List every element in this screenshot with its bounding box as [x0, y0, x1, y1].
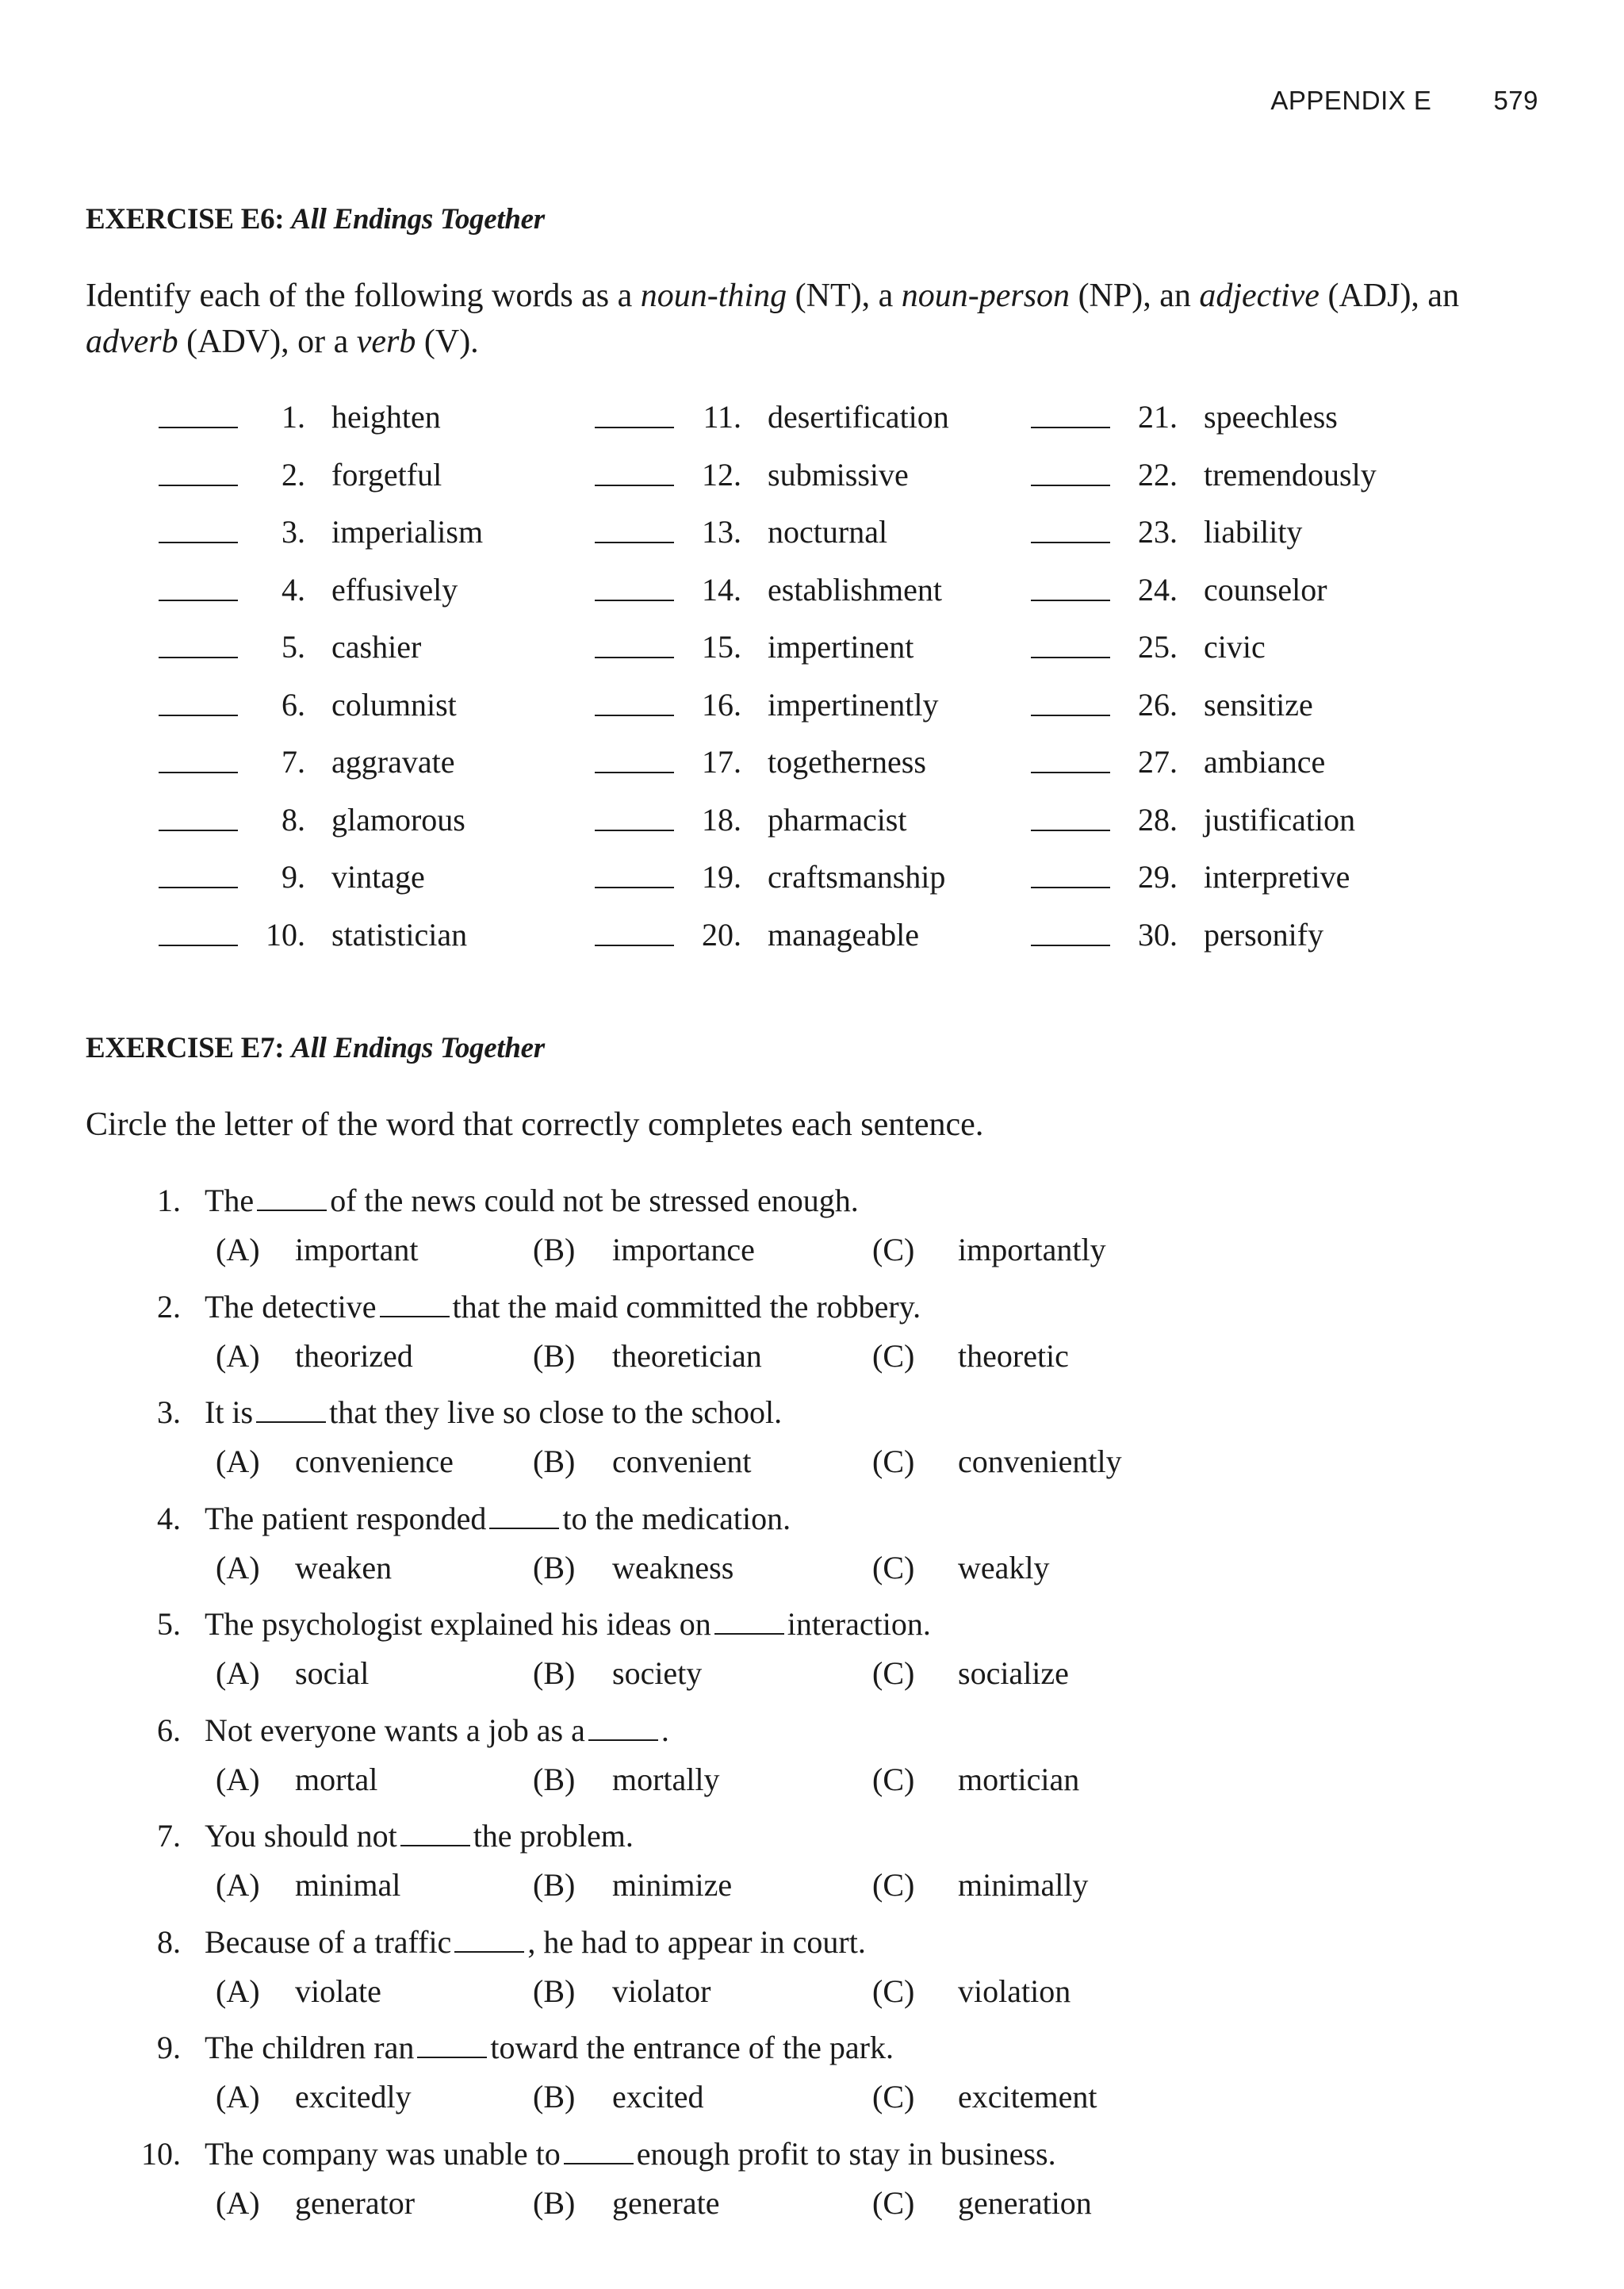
- answer-blank[interactable]: [159, 485, 238, 486]
- item-number: 28.: [1138, 801, 1178, 838]
- word-list-item: [159, 858, 571, 898]
- option-text: violate: [295, 1973, 381, 2009]
- stem-before: The company was unable to: [205, 2135, 561, 2172]
- answer-blank[interactable]: [1031, 485, 1110, 486]
- word-list-item: [1031, 801, 1443, 841]
- exercise-e6-heading: [86, 202, 545, 236]
- item-word: nocturnal: [768, 514, 888, 550]
- option-text: socialize: [958, 1655, 1069, 1691]
- instr-term: noun-thing: [640, 278, 787, 314]
- option-text: minimal: [295, 1867, 401, 1903]
- option-letter[interactable]: (C): [872, 2079, 915, 2115]
- question-stem: [205, 1605, 931, 1643]
- item-number: 7.: [282, 744, 305, 780]
- item-word: pharmacist: [768, 801, 907, 838]
- stem-after: toward the entrance of the park.: [490, 2030, 894, 2065]
- option-letter[interactable]: (C): [872, 1973, 915, 2009]
- sentence-blank[interactable]: [257, 1186, 327, 1211]
- option-text: mortal: [295, 1761, 378, 1797]
- item-number: 17.: [702, 744, 741, 780]
- item-word: aggravate: [331, 744, 455, 780]
- item-word: counselor: [1204, 571, 1327, 608]
- answer-blank[interactable]: [159, 887, 238, 888]
- item-number: 9.: [282, 859, 305, 895]
- stem-after: the problem.: [473, 1818, 634, 1854]
- exercise-e6-subtitle: All Endings Together: [291, 203, 545, 236]
- item-number: 3.: [282, 514, 305, 550]
- question-item: [127, 1817, 1475, 1912]
- question-item: [127, 1182, 1475, 1277]
- stem-after: .: [661, 1712, 669, 1748]
- question-stem: [205, 1500, 791, 1538]
- sentence-blank[interactable]: [714, 1609, 784, 1635]
- word-list-item: [595, 743, 1007, 783]
- item-number: 6.: [282, 686, 305, 723]
- stem-before: The: [205, 1183, 255, 1218]
- instr-text: (V).: [416, 324, 479, 360]
- option-text: society: [612, 1655, 703, 1691]
- exercise-e7-heading: [86, 1031, 545, 1065]
- option-letter[interactable]: (B): [533, 1867, 576, 1903]
- word-list-item: [1031, 743, 1443, 783]
- answer-blank[interactable]: [595, 830, 674, 831]
- option-text: theoretic: [958, 1337, 1069, 1374]
- option-letter[interactable]: (B): [533, 2184, 576, 2221]
- item-number: 5.: [282, 629, 305, 665]
- question-number: 5.: [157, 1606, 181, 1642]
- stem-before: The psychologist explained his ideas on: [205, 1606, 711, 1642]
- option-letter[interactable]: (C): [872, 1444, 915, 1479]
- item-number: 11.: [703, 399, 741, 435]
- option-letter[interactable]: (A): [216, 2184, 260, 2221]
- instr-text: (ADV), or a: [178, 324, 357, 360]
- item-word: columnist: [331, 686, 457, 723]
- option-letter[interactable]: (C): [872, 1337, 915, 1374]
- item-word: liability: [1204, 514, 1303, 550]
- option-letter[interactable]: (C): [872, 1549, 915, 1585]
- answer-blank[interactable]: [595, 542, 674, 543]
- stem-before: Not everyone wants a job as a: [205, 1712, 585, 1748]
- item-number: 2.: [282, 456, 305, 493]
- instr-term: verb: [356, 324, 416, 360]
- stem-after: interaction.: [787, 1606, 931, 1642]
- word-list-item: [1031, 571, 1443, 611]
- item-word: speechless: [1204, 399, 1338, 435]
- answer-blank[interactable]: [1031, 830, 1110, 831]
- item-word: ambiance: [1204, 744, 1326, 780]
- stem-before: Because of a traffic: [205, 1923, 452, 1960]
- exercise-e7-title: EXERCISE E7:: [86, 1032, 285, 1064]
- page-number: 579: [1493, 86, 1538, 115]
- option-text: generator: [295, 2184, 416, 2221]
- word-list-item: [595, 916, 1007, 956]
- question-item: [127, 1923, 1475, 2019]
- word-list-item: [159, 456, 571, 496]
- answer-blank[interactable]: [595, 657, 674, 658]
- option-text: important: [295, 1232, 419, 1267]
- word-list-item: [1031, 858, 1443, 898]
- question-item: [127, 2135, 1475, 2230]
- sentence-blank[interactable]: [564, 2139, 634, 2164]
- question-item: [127, 1394, 1475, 1489]
- exercise-e6-title: EXERCISE E6:: [86, 203, 285, 236]
- stem-before: The detective: [205, 1288, 377, 1325]
- word-list-item: [159, 571, 571, 611]
- stem-before: It is: [205, 1394, 254, 1430]
- item-word: craftsmanship: [768, 859, 946, 895]
- option-letter[interactable]: (A): [216, 1973, 260, 2009]
- instr-term: adjective: [1199, 278, 1320, 314]
- sentence-blank[interactable]: [400, 1821, 470, 1846]
- word-list-item: [595, 456, 1007, 496]
- option-letter[interactable]: (A): [216, 1337, 260, 1374]
- exercise-e6-instructions: [86, 273, 1537, 365]
- item-number: 18.: [702, 801, 741, 838]
- item-word: effusively: [331, 571, 458, 608]
- item-word: establishment: [768, 571, 942, 608]
- option-text: weakly: [958, 1549, 1050, 1585]
- option-letter[interactable]: (A): [216, 1655, 260, 1691]
- option-text: convenience: [295, 1444, 454, 1479]
- stem-before: The patient responded: [205, 1500, 487, 1536]
- word-list-item: [1031, 398, 1443, 438]
- answer-blank[interactable]: [595, 600, 674, 601]
- word-list-item: [595, 686, 1007, 726]
- option-text: conveniently: [958, 1444, 1122, 1479]
- question-stem: [205, 1817, 634, 1855]
- option-text: generation: [958, 2184, 1092, 2221]
- word-list-item: [595, 571, 1007, 611]
- question-number: 8.: [157, 1923, 181, 1960]
- answer-blank[interactable]: [159, 715, 238, 716]
- instr-text: (NT), a: [787, 278, 902, 314]
- item-word: impertinent: [768, 629, 914, 665]
- appendix-label: APPENDIX E: [1270, 86, 1432, 115]
- answer-blank[interactable]: [595, 427, 674, 428]
- item-number: 13.: [702, 514, 741, 550]
- item-number: 27.: [1138, 744, 1178, 780]
- answer-blank[interactable]: [595, 715, 674, 716]
- answer-blank[interactable]: [159, 542, 238, 543]
- question-stem: [205, 1923, 866, 1961]
- option-text: mortally: [612, 1761, 720, 1797]
- sentence-blank[interactable]: [417, 2033, 487, 2058]
- instr-term: adverb: [86, 324, 178, 360]
- answer-blank[interactable]: [1031, 427, 1110, 428]
- option-letter[interactable]: (B): [533, 1761, 576, 1797]
- item-number: 21.: [1138, 399, 1178, 435]
- item-word: statistician: [331, 916, 468, 953]
- item-word: sensitize: [1204, 686, 1313, 723]
- stem-after: of the news could not be stressed enough.: [330, 1183, 859, 1218]
- option-letter[interactable]: (C): [872, 1232, 915, 1267]
- word-list-item: [159, 686, 571, 726]
- option-letter[interactable]: (A): [216, 2079, 260, 2115]
- option-letter[interactable]: (A): [216, 1867, 260, 1903]
- question-stem: [205, 1394, 782, 1432]
- item-number: 30.: [1138, 916, 1178, 953]
- word-list-item: [159, 628, 571, 668]
- question-number: 4.: [157, 1500, 181, 1536]
- word-list-item: [595, 628, 1007, 668]
- word-list-item: [159, 801, 571, 841]
- option-letter[interactable]: (B): [533, 1232, 576, 1267]
- item-number: 25.: [1138, 629, 1178, 665]
- item-word: impertinently: [768, 686, 939, 723]
- stem-before: You should not: [205, 1818, 397, 1854]
- sentence-blank[interactable]: [256, 1398, 326, 1423]
- item-number: 23.: [1138, 514, 1178, 550]
- question-number: 9.: [157, 2030, 181, 2065]
- word-list-item: [159, 916, 571, 956]
- option-letter[interactable]: (A): [216, 1232, 260, 1267]
- option-text: weaken: [295, 1549, 393, 1585]
- word-list-item: [595, 398, 1007, 438]
- item-word: heighten: [331, 399, 441, 435]
- item-word: submissive: [768, 456, 909, 493]
- item-word: interpretive: [1204, 859, 1350, 895]
- question-number: 1.: [157, 1183, 181, 1218]
- item-number: 14.: [702, 571, 741, 608]
- item-number: 1.: [282, 399, 305, 435]
- option-letter[interactable]: (C): [872, 2184, 915, 2221]
- item-number: 15.: [702, 629, 741, 665]
- answer-blank[interactable]: [159, 657, 238, 658]
- option-letter[interactable]: (A): [216, 1444, 260, 1479]
- option-text: excitedly: [295, 2079, 412, 2115]
- item-number: 10.: [266, 916, 305, 953]
- question-stem: [205, 2029, 894, 2067]
- question-stem: [205, 2135, 1056, 2173]
- instr-text: (ADJ), an: [1319, 278, 1460, 314]
- sentence-blank[interactable]: [380, 1292, 450, 1317]
- option-letter[interactable]: (B): [533, 1655, 576, 1691]
- question-number: 10.: [141, 2135, 181, 2172]
- option-text: generate: [612, 2184, 720, 2221]
- word-list-item: [1031, 456, 1443, 496]
- word-list-item: [595, 513, 1007, 553]
- answer-blank[interactable]: [159, 945, 238, 946]
- option-text: importantly: [958, 1232, 1106, 1267]
- option-letter[interactable]: (B): [533, 1337, 576, 1374]
- answer-blank[interactable]: [1031, 772, 1110, 773]
- word-list-item: [159, 398, 571, 438]
- option-letter[interactable]: (B): [533, 1444, 576, 1479]
- stem-after: that they live so close to the school.: [329, 1394, 783, 1430]
- exercise-e7-subtitle: All Endings Together: [291, 1032, 545, 1064]
- question-item: [127, 1288, 1475, 1383]
- item-word: glamorous: [331, 801, 465, 838]
- question-stem: [205, 1182, 859, 1220]
- question-item: [127, 1605, 1475, 1700]
- item-word: vintage: [331, 859, 425, 895]
- option-text: excited: [612, 2079, 704, 2115]
- option-text: importance: [612, 1232, 755, 1267]
- item-word: manageable: [768, 916, 919, 953]
- option-letter[interactable]: (A): [216, 1761, 260, 1797]
- question-item: [127, 1712, 1475, 1807]
- answer-blank[interactable]: [159, 830, 238, 831]
- answer-blank[interactable]: [595, 772, 674, 773]
- item-number: 12.: [702, 456, 741, 493]
- option-text: social: [295, 1655, 370, 1691]
- item-number: 16.: [702, 686, 741, 723]
- option-text: minimize: [612, 1867, 733, 1903]
- word-list-item: [1031, 686, 1443, 726]
- item-word: justification: [1204, 801, 1356, 838]
- word-list-item: [1031, 628, 1443, 668]
- answer-blank[interactable]: [159, 600, 238, 601]
- option-text: weakness: [612, 1549, 734, 1585]
- option-letter[interactable]: (C): [872, 1655, 915, 1691]
- item-number: 19.: [702, 859, 741, 895]
- item-number: 22.: [1138, 456, 1178, 493]
- answer-blank[interactable]: [1031, 600, 1110, 601]
- question-number: 3.: [157, 1394, 181, 1430]
- option-text: mortician: [958, 1761, 1080, 1797]
- sentence-blank[interactable]: [588, 1716, 658, 1741]
- word-list-item: [595, 858, 1007, 898]
- stem-after: , he had to appear in court.: [527, 1923, 866, 1960]
- option-letter[interactable]: (A): [216, 1549, 260, 1585]
- option-text: theoretician: [612, 1337, 762, 1374]
- exercise-e7-instructions: Circle the letter of the word that correctly completes each sentence.: [86, 1106, 984, 1143]
- option-letter[interactable]: (C): [872, 1867, 915, 1903]
- answer-blank[interactable]: [159, 427, 238, 428]
- option-text: minimally: [958, 1867, 1089, 1903]
- stem-before: The children ran: [205, 2030, 415, 2065]
- item-word: togetherness: [768, 744, 926, 780]
- page-header: [1270, 86, 1538, 116]
- instr-text: Identify each of the following words as a: [86, 278, 641, 314]
- option-letter[interactable]: (C): [872, 1761, 915, 1797]
- question-number: 2.: [157, 1288, 181, 1325]
- item-word: personify: [1204, 916, 1324, 953]
- item-word: forgetful: [331, 456, 442, 493]
- item-number: 4.: [282, 571, 305, 608]
- sentence-blank[interactable]: [489, 1504, 559, 1529]
- answer-blank[interactable]: [595, 887, 674, 888]
- item-word: civic: [1204, 629, 1266, 665]
- option-text: convenient: [612, 1444, 752, 1479]
- instr-term: noun-person: [901, 278, 1071, 314]
- item-word: imperialism: [331, 514, 484, 550]
- question-item: [127, 2029, 1475, 2124]
- instr-text: (NP), an: [1070, 278, 1200, 314]
- option-text: theorized: [295, 1337, 413, 1374]
- word-list-item: [159, 743, 571, 783]
- option-letter[interactable]: (B): [533, 2079, 576, 2115]
- stem-after: enough profit to stay in business.: [636, 2135, 1056, 2172]
- stem-after: that the maid committed the robbery.: [452, 1288, 921, 1325]
- question-number: 7.: [157, 1818, 181, 1854]
- answer-blank[interactable]: [1031, 887, 1110, 888]
- option-text: excitement: [958, 2079, 1097, 2115]
- stem-after: to the medication.: [562, 1500, 791, 1536]
- item-number: 8.: [282, 801, 305, 838]
- question-stem: [205, 1288, 921, 1326]
- option-letter[interactable]: (B): [533, 1549, 576, 1585]
- answer-blank[interactable]: [1031, 657, 1110, 658]
- item-word: tremendously: [1204, 456, 1377, 493]
- answer-blank[interactable]: [1031, 715, 1110, 716]
- question-stem: [205, 1712, 669, 1750]
- word-list-item: [1031, 916, 1443, 956]
- option-text: violator: [612, 1973, 711, 2009]
- item-number: 26.: [1138, 686, 1178, 723]
- answer-blank[interactable]: [1031, 945, 1110, 946]
- answer-blank[interactable]: [1031, 542, 1110, 543]
- item-number: 24.: [1138, 571, 1178, 608]
- item-number: 20.: [702, 916, 741, 953]
- question-item: [127, 1500, 1475, 1595]
- answer-blank[interactable]: [159, 772, 238, 773]
- question-number: 6.: [157, 1712, 181, 1748]
- item-number: 29.: [1138, 859, 1178, 895]
- answer-blank[interactable]: [595, 485, 674, 486]
- option-text: violation: [958, 1973, 1071, 2009]
- word-list-item: [595, 801, 1007, 841]
- item-word: cashier: [331, 629, 422, 665]
- option-letter[interactable]: (B): [533, 1973, 576, 2009]
- word-list-item: [159, 513, 571, 553]
- sentence-blank[interactable]: [454, 1927, 524, 1953]
- word-list-item: [1031, 513, 1443, 553]
- answer-blank[interactable]: [595, 945, 674, 946]
- item-word: desertification: [768, 399, 949, 435]
